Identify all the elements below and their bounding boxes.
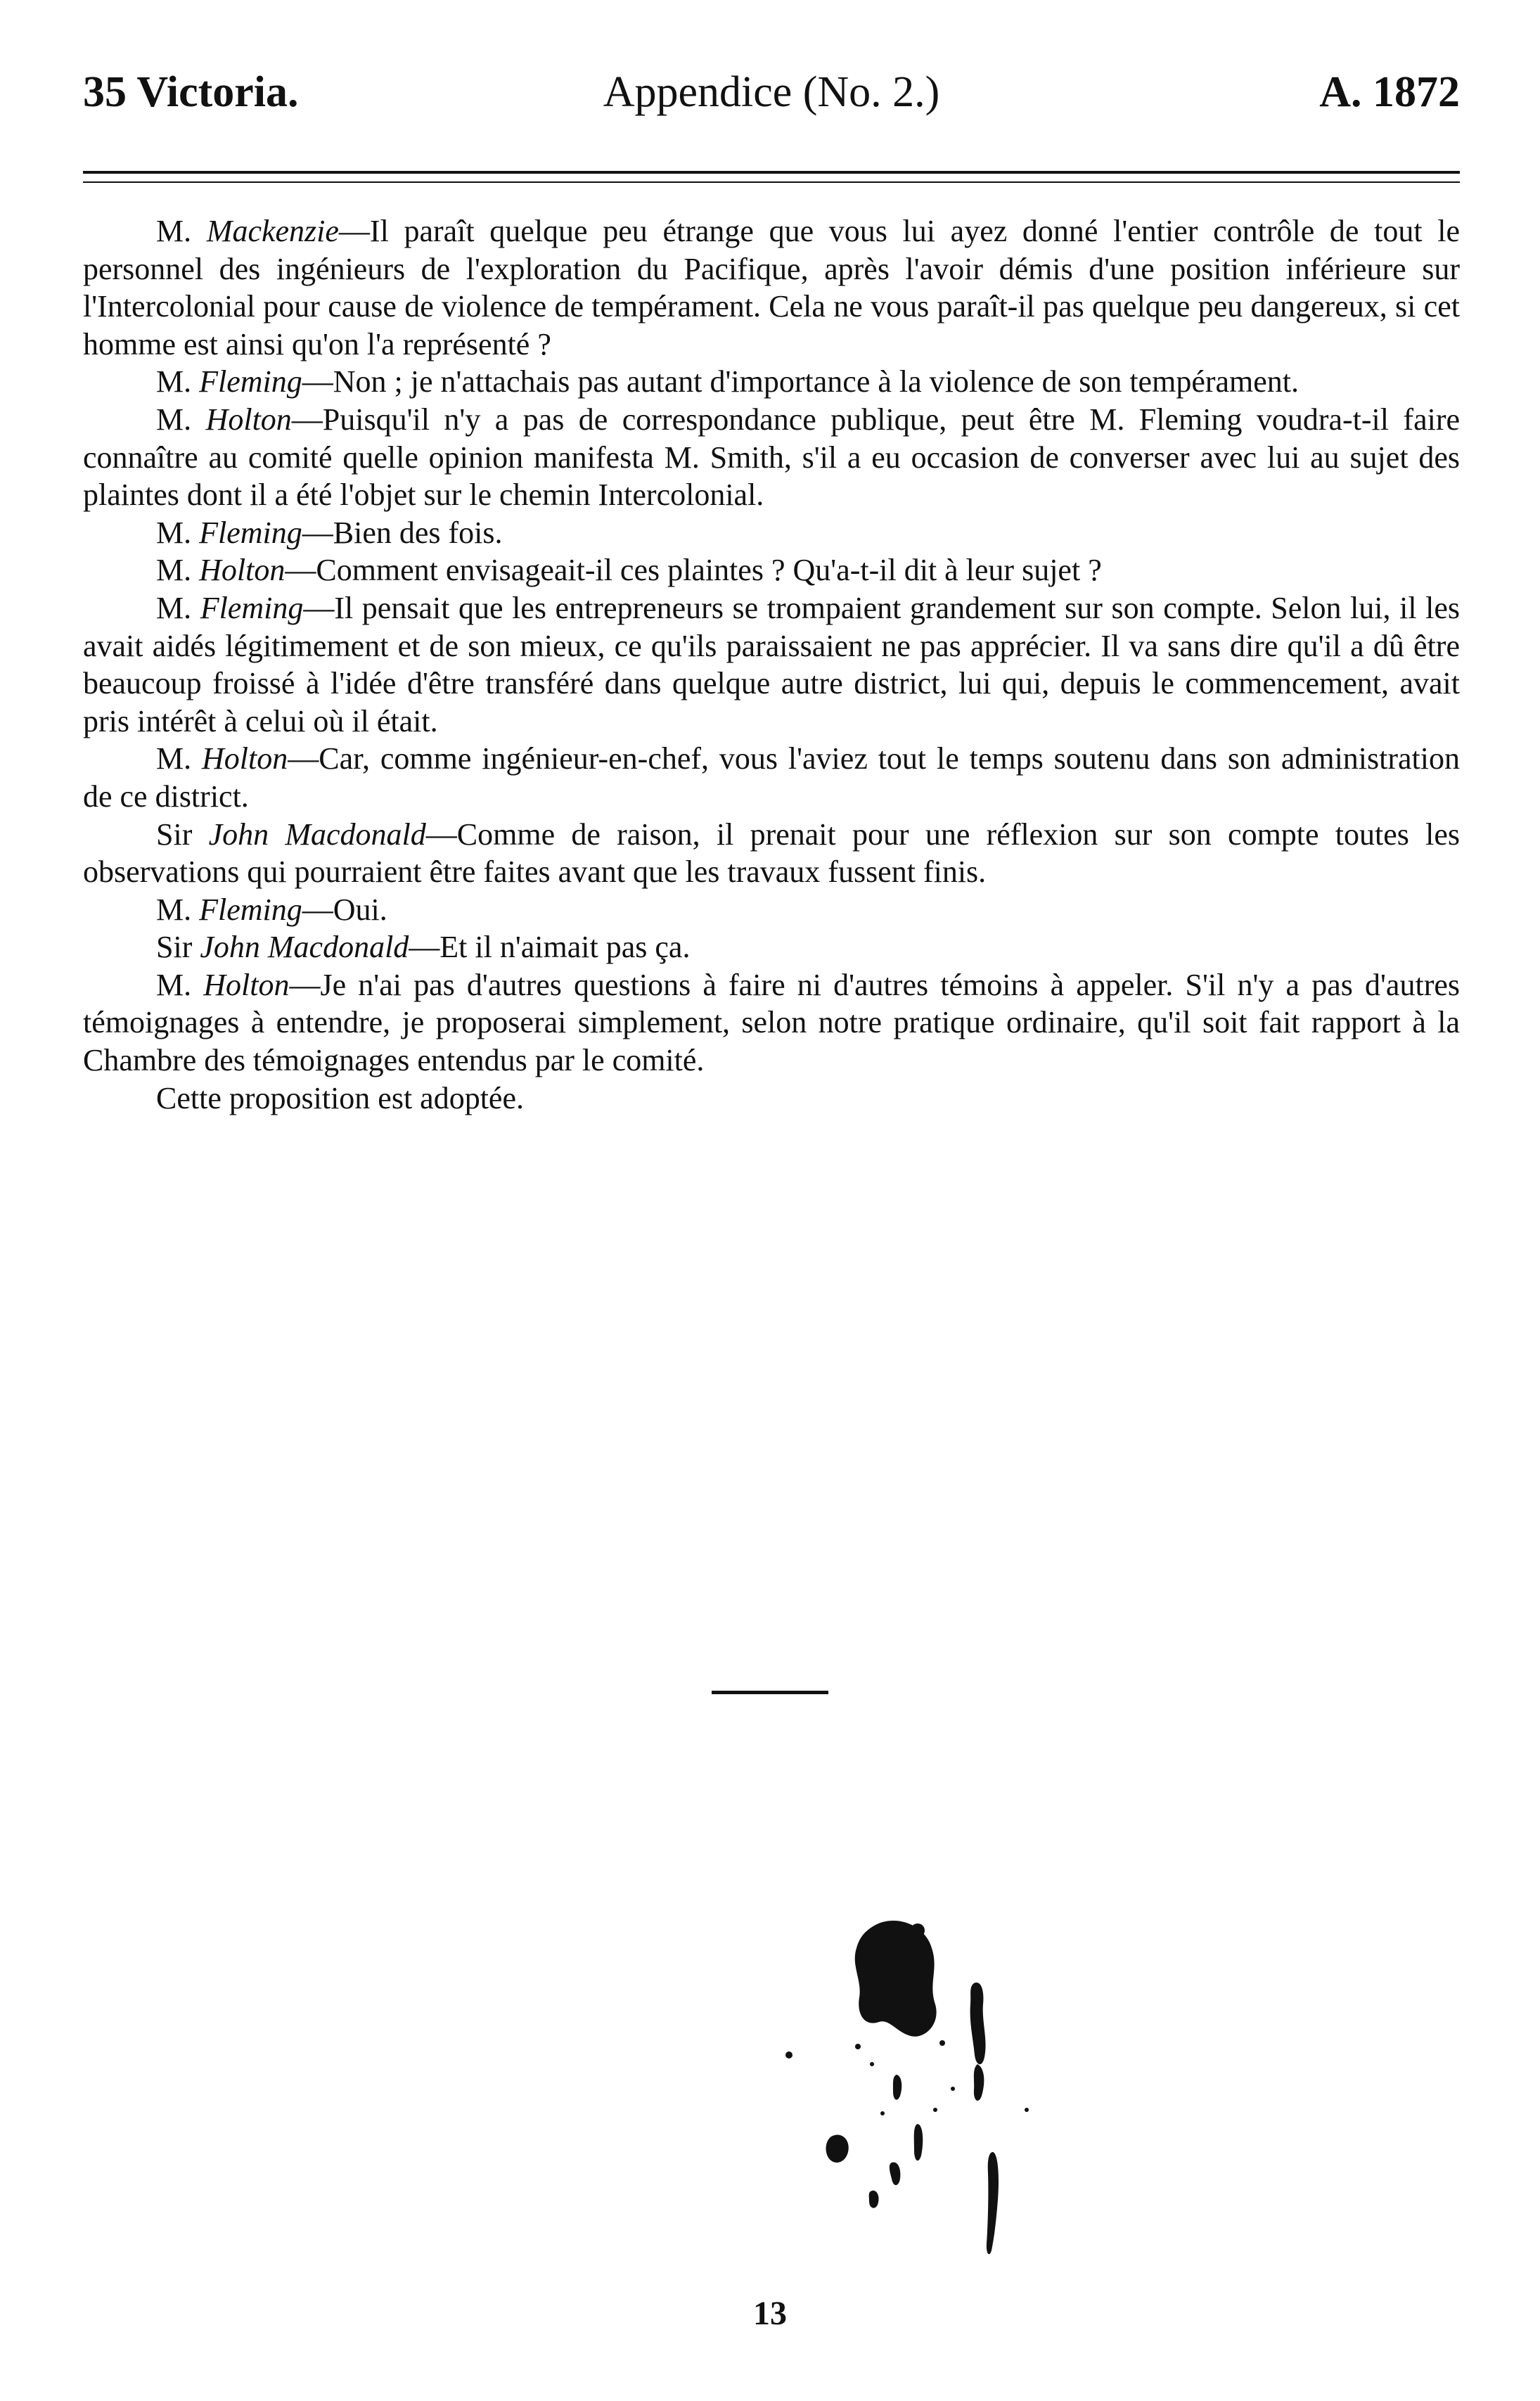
paragraph	[83, 816, 1460, 891]
paragraph	[83, 363, 1460, 401]
testimony-text	[83, 212, 1460, 1117]
header-rule-thin	[83, 181, 1460, 183]
paragraph-text: —Je n'ai pas d'autres questions à faire ni d'autres témoins à appeler. S'il n'y a pas d'autres témoignages à entendre, je proposerai simplement, selon notre pratique ordinaire, qu'il soit fait rapport à la Chambre des témoignages entendus par le comité.	[83, 967, 1460, 1078]
header-rule-thick	[83, 171, 1460, 174]
speaker-name: Holton	[199, 553, 285, 588]
speaker-prefix: M.	[156, 967, 204, 1002]
speaker-prefix: M.	[156, 553, 200, 588]
ink-stain	[774, 1899, 1069, 2265]
speaker-prefix: Sir	[156, 817, 209, 852]
speaker-prefix: M.	[156, 364, 200, 399]
paragraph-text: —Non ; je n'attachais pas autant d'importance à la violence de son tempérament.	[302, 364, 1300, 399]
page-number: 13	[753, 2295, 787, 2332]
speaker-name: John Macdonald	[200, 930, 409, 965]
paragraph-text: —Il pensait que les entrepreneurs se trompaient grandement sur son compte. Selon lui, il les avait aidés légitimement et de son mieux, ce qu'ils paraissaient ne pas apprécier. Il va sans dire qu'il a dû être beaucoup froissé à l'idée d'être transféré dans quelque autre district, lui qui, depuis le commencement, avait pris intérêt à celui où il était.	[83, 590, 1460, 738]
paragraph-text: —Et il n'aimait pas ça.	[409, 930, 691, 965]
paragraph-text: —Puisqu'il n'y a pas de correspondance publique, peut être M. Fleming voudra-t-il faire connaître au comité quelle opinion manifesta M. Smith, s'il a eu occasion de converser avec lui au sujet des plaintes dont il a été l'objet sur le chemin Intercolonial.	[83, 402, 1461, 513]
speaker-name: John Macdonald	[208, 817, 426, 852]
header-year: A. 1872	[1319, 68, 1460, 116]
speaker-prefix: M.	[156, 402, 206, 437]
running-header	[83, 68, 1460, 131]
speaker-name: Holton	[205, 402, 292, 437]
speaker-name: Mackenzie	[206, 214, 339, 248]
paragraph	[83, 966, 1460, 1080]
paragraph	[83, 589, 1460, 740]
paragraph-text: Cette proposition est adoptée.	[156, 1080, 524, 1115]
speaker-name: Fleming	[199, 892, 302, 927]
speaker-prefix: M.	[156, 741, 202, 776]
paragraph-text: —Comment envisageait-il ces plaintes ? Qu'a-t-il dit à leur sujet ?	[285, 553, 1102, 588]
paragraph	[83, 551, 1460, 589]
paragraph	[83, 401, 1460, 514]
speaker-prefix: M.	[156, 214, 207, 248]
paragraph	[83, 891, 1460, 929]
paragraph-text: —Bien des fois.	[302, 515, 503, 550]
speaker-name: Fleming	[199, 515, 302, 550]
speaker-prefix: M.	[156, 515, 200, 550]
paragraph-text: —Comme de raison, il prenait pour une réflexion sur son compte toutes les observations qui pourraient être faites avant que les travaux fussent finis.	[83, 817, 1461, 890]
speaker-prefix: M.	[156, 892, 200, 927]
paragraph	[83, 740, 1460, 815]
closing-statement	[83, 1080, 1460, 1118]
paragraph-text: —Il paraît quelque peu étrange que vous lui ayez donné l'entier contrôle de tout le personnel des ingénieurs de l'exploration du Pacifique, après l'avoir démis d'une position inférieure sur l'Intercolonial pour cause de violence de tempérament. Cela ne vous paraît-il pas quelque peu dangereux, si cet homme est ainsi qu'on l'a représenté ?	[83, 214, 1460, 361]
header-volume: 35 Victoria.	[83, 68, 299, 116]
section-separator	[712, 1691, 828, 1694]
speaker-prefix: M.	[156, 590, 200, 625]
speaker-name: Holton	[203, 967, 290, 1002]
paragraph	[83, 928, 1460, 966]
paragraph-text: —Car, comme ingénieur-en-chef, vous l'aviez tout le temps soutenu dans son administration de ce district.	[83, 741, 1460, 814]
header-title: Appendice (No. 2.)	[603, 68, 940, 116]
speaker-name: Fleming	[199, 364, 302, 399]
paragraph	[83, 212, 1460, 363]
speaker-name: Holton	[201, 741, 288, 776]
paragraph-text: —Oui.	[302, 892, 387, 927]
speaker-name: Fleming	[200, 590, 304, 625]
paragraph	[83, 514, 1460, 552]
speaker-prefix: Sir	[156, 930, 200, 965]
